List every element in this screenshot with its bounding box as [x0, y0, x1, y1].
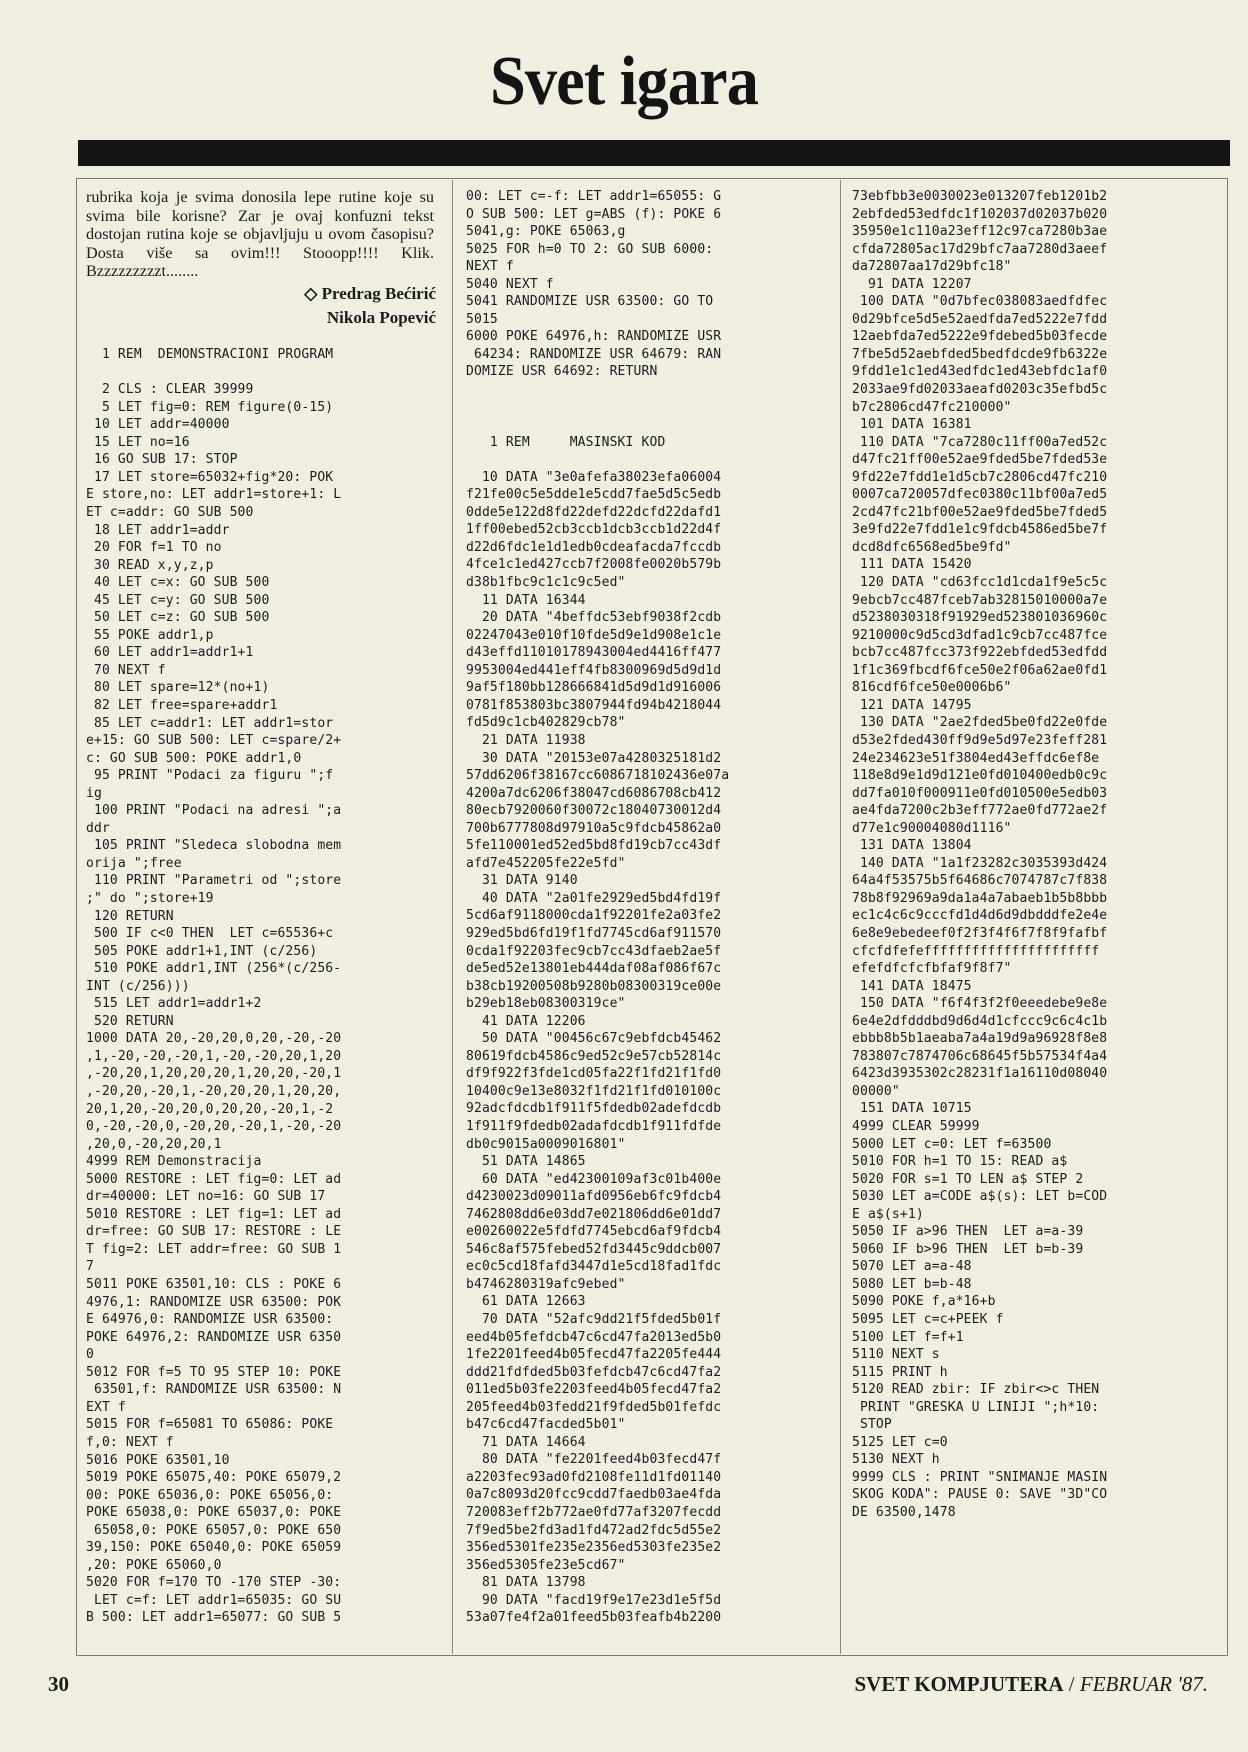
code-line: 515 LET addr1=addr1+2 — [86, 996, 262, 1012]
code-line: 500 IF c<0 THEN LET c=65536+c — [86, 926, 334, 942]
code-line: ;" do ";store+19 — [86, 891, 214, 906]
code-line: 5020 FOR s=1 TO LEN a$ STEP 2 — [852, 1171, 1084, 1187]
code-line: 520 RETURN — [86, 1013, 174, 1029]
code-line: 0 — [86, 1347, 94, 1363]
code-line: 140 DATA "1a1f23282c3035393d424 — [852, 855, 1108, 871]
code-line: 4976,1: RANDOMIZE USR 63500: POK — [86, 1294, 342, 1310]
code-line: 90 DATA "facd19f9e17e23d1e5f5d — [466, 1592, 722, 1608]
code-line: 30 DATA "20153e07a4280325181d2 — [466, 750, 722, 766]
code-line: LET c=f: LET addr1=65035: GO SU — [86, 1592, 342, 1608]
code-line: ebbb8b5b1aeaba7a4a19d9a96928f8e8 — [852, 1031, 1108, 1047]
code-line: E a$(s+1) — [852, 1206, 924, 1222]
code-line: 63501,f: RANDOMIZE USR 63500: N — [86, 1382, 342, 1398]
code-line: 00000" — [852, 1083, 900, 1099]
code-line: 7462808dd6e03dd7e021806dd6e01dd7 — [466, 1206, 722, 1222]
code-line: ae4fda7200c2b3eff772ae0fd772ae2f — [852, 803, 1108, 819]
code-line: 12aebfda7ed5222e9fdebed5b03fecde — [852, 329, 1108, 345]
basic-listing-part-1 — [86, 329, 440, 1627]
code-line: 6e8e9ebedeef0f2f3f4f6f7f8f9fafbf — [852, 925, 1108, 941]
code-line: 100 DATA "0d7bfec038083aedfdfec — [852, 294, 1108, 310]
code-line: 64a4f53575b5f64686c7074787c7f838 — [852, 873, 1108, 889]
code-line: 5050 IF a>96 THEN LET a=a-39 — [852, 1224, 1084, 1240]
code-line: 70 DATA "52afc9dd21f5fded5b01f — [466, 1312, 722, 1327]
code-line: 71 DATA 14664 — [466, 1434, 586, 1450]
code-line: 5040 NEXT f — [466, 276, 554, 292]
code-line: e00260022e5fdfd7745ebcd6af9fdcb4 — [466, 1224, 722, 1240]
code-line: 31 DATA 9140 — [466, 873, 578, 889]
code-line: 5000 RESTORE : LET fig=0: LET ad — [86, 1171, 342, 1187]
code-line: 10 LET addr=40000 — [86, 417, 230, 433]
code-line: 9ebcb7cc487fceb7ab32815010000a7e — [852, 592, 1108, 608]
code-line: dr=free: GO SUB 17: RESTORE : LE — [86, 1224, 342, 1240]
code-line: 5090 POKE f,a*16+b — [852, 1294, 996, 1310]
code-line: ,-20,20,1,20,20,20,1,20,20,-20,1 — [86, 1066, 342, 1082]
code-line: 816cdf6fce50e0006b6" — [852, 680, 1012, 696]
code-line: 9999 CLS : PRINT "SNIMANJE MASIN — [852, 1469, 1108, 1485]
code-line: 91 DATA 12207 — [852, 276, 972, 292]
code-line: e+15: GO SUB 500: LET c=spare/2+ — [86, 733, 342, 749]
code-line: 02247043e010f10fde5d9e1d908e1c1e — [466, 627, 722, 643]
code-line: 5020 FOR f=170 TO -170 STEP -30: — [86, 1575, 342, 1591]
code-line: E 64976,0: RANDOMIZE USR 63500: — [86, 1312, 334, 1328]
code-line: 0a7c8093d20fcc9cdd7faedb03ae4fda — [466, 1487, 722, 1503]
code-line: 5100 LET f=f+1 — [852, 1329, 964, 1345]
code-line: 2cd47fc21bf00e52ae9fded5be7fded5 — [852, 504, 1108, 520]
code-line: 7 — [86, 1259, 94, 1275]
code-line: DOMIZE USR 64692: RETURN — [466, 364, 658, 380]
code-line: 151 DATA 10715 — [852, 1101, 972, 1117]
code-line: 700b6777808d97910a5c9fdcb45862a0 — [466, 820, 722, 836]
column-divider — [452, 180, 453, 1654]
code-line: 0007ca720057dfec0380c11bf00a7ed5 — [852, 487, 1108, 503]
code-line: 9210000c9d5cd3dfad1c9cb7cc487fce — [852, 627, 1108, 643]
code-line: 35950e1c110a23eff12c97ca7280b3ae — [852, 224, 1108, 240]
code-line: 61 DATA 12663 — [466, 1294, 586, 1310]
code-line: 16 GO SUB 17: STOP — [86, 452, 238, 468]
code-line: bcb7cc487fcc373f922ebfded53edfdd — [852, 645, 1108, 661]
code-line: 80ecb7920060f30072c18040730012d4 — [466, 803, 722, 819]
code-line: 51 DATA 14865 — [466, 1154, 586, 1170]
code-line: 5030 LET a=CODE a$(s): LET b=COD — [852, 1189, 1108, 1205]
code-line: T fig=2: LET addr=free: GO SUB 1 — [86, 1241, 342, 1257]
footer-separator: / — [1068, 1672, 1075, 1696]
code-line: 356ed5301fe235e2356ed5303fe235e2 — [466, 1540, 722, 1556]
code-line: f,0: NEXT f — [86, 1434, 174, 1450]
code-line: 65058,0: POKE 65057,0: POKE 650 — [86, 1522, 342, 1538]
code-line: DE 63500,1478 — [852, 1505, 956, 1521]
code-line: 50 DATA "00456c67c9ebfdcb45462 — [466, 1031, 722, 1047]
code-line: c: GO SUB 500: POKE addr1,0 — [86, 750, 302, 766]
code-line: 783807c7874706c68645f5b57534f4a4 — [852, 1048, 1108, 1064]
code-line: POKE 64976,2: RANDOMIZE USR 6350 — [86, 1329, 342, 1345]
code-line: 5015 FOR f=65081 TO 65086: POKE — [86, 1417, 334, 1433]
code-line: d47fc21ff00e52ae9fded5be7fded53e — [852, 452, 1108, 468]
code-line: 505 POKE addr1+1,INT (c/256) — [86, 943, 318, 959]
code-line: dd7fa010f000911e0fd010500e5edb03 — [852, 785, 1108, 801]
code-line: 510 POKE addr1,INT (256*(c/256- — [86, 961, 342, 977]
code-line: 101 DATA 16381 — [852, 417, 972, 433]
code-line: 39,150: POKE 65040,0: POKE 65059 — [86, 1540, 342, 1556]
code-line: 21 DATA 11938 — [466, 732, 586, 748]
code-line: 20,1,20,-20,20,0,20,20,-20,1,-2 — [86, 1101, 334, 1117]
basic-listing-part-3 — [852, 188, 1216, 1522]
code-line: d43effd11010178943004ed4416ff477 — [466, 645, 722, 661]
code-line: 95 PRINT "Podaci za figuru ";f — [86, 768, 334, 784]
code-line: 9fdd1e1c1ed43edfdc1ed43ebfdc1af0 — [852, 364, 1108, 380]
code-line: b47c6cd47facded5b01" — [466, 1417, 626, 1433]
code-line: 5012 FOR f=5 TO 95 STEP 10: POKE — [86, 1364, 342, 1380]
page-number: 30 — [48, 1672, 69, 1696]
code-line: b38cb19200508b9280b08300319ce00e — [466, 978, 722, 994]
code-line: 4fce1c1ed427ccb7f2008fe0020b579b — [466, 557, 722, 573]
code-line: ,20,0,-20,20,20,1 — [86, 1136, 222, 1152]
code-line: 18 LET addr1=addr — [86, 522, 230, 538]
code-line: ec0c5cd18fafd3447d1e5cd18fad1fdc — [466, 1259, 722, 1275]
code-line: db0c9015a0009016801" — [466, 1136, 626, 1152]
code-line: eed4b05fefdcb47c6cd47fa2013ed5b0 — [466, 1329, 722, 1345]
page-title: Svet igara — [489, 43, 759, 120]
code-line: 0,-20,-20,0,-20,20,-20,1,-20,-20 — [86, 1119, 342, 1135]
code-line: afd7e452205fe22e5fd" — [466, 855, 626, 871]
code-line: 10400c9e13e8032f1fd21f1fd010100c — [466, 1083, 722, 1099]
code-line: de5ed52e13801eb444daf08af086f67c — [466, 961, 722, 977]
code-line: 9953004ed441eff4fb8300969d5d9d1d — [466, 662, 722, 678]
code-line: 0d29bfce5d5e52aedfda7ed5222e7fdd — [852, 311, 1108, 327]
code-line: ec1c4c6c9cccfd1d4d6d9dbdddfe2e4e — [852, 908, 1108, 924]
code-line: d4230023d09011afd0956eb6fc9fdcb4 — [466, 1189, 722, 1205]
code-line: 45 LET c=y: GO SUB 500 — [86, 592, 270, 608]
column-middle — [466, 188, 830, 1648]
code-line: d22d6fdc1e1d1edb0cdeafacda7fccdb — [466, 539, 722, 555]
code-line: 1 REM DEMONSTRACIONI PROGRAM — [86, 347, 334, 363]
code-line: df9f922f3fde1cd05fa22f1fd21f1fd0 — [466, 1066, 722, 1082]
code-line: 60 DATA "ed42300109af3c01b400e — [466, 1171, 722, 1187]
code-line: 1000 DATA 20,-20,20,0,20,-20,-20 — [86, 1031, 342, 1047]
code-line: 1 REM MASINSKI KOD — [466, 434, 666, 450]
column-right — [852, 188, 1216, 1648]
code-line: 105 PRINT "Sledeca slobodna mem — [86, 838, 342, 854]
code-line: 20 FOR f=1 TO no — [86, 540, 222, 556]
code-line: 78b8f92969a9da1a4a7abaeb1b5b8bbb — [852, 890, 1108, 906]
code-line: 5130 NEXT h — [852, 1452, 940, 1468]
code-line: b7c2806cd47fc210000" — [852, 399, 1012, 415]
code-line: 0dde5e122d8fd22defd22dcfd22dafd1 — [466, 504, 722, 520]
code-line: 6423d3935302c28231f1a16110d08040 — [852, 1066, 1108, 1082]
code-line: 64234: RANDOMIZE USR 64679: RAN — [466, 346, 722, 362]
magazine-footer — [854, 1672, 1208, 1697]
code-line: 17 LET store=65032+fig*20: POK — [86, 469, 334, 485]
code-line: 205feed4b03fedd21f9fded5b01fefdc — [466, 1399, 722, 1415]
code-line: 82 LET free=spare+addr1 — [86, 697, 278, 713]
code-line: 9af5f180bb128666841d5d9d1d916006 — [466, 680, 722, 696]
code-line: 55 POKE addr1,p — [86, 627, 214, 643]
intro-text: rubrika koja je svima donosila lepe rutine koje su svima bile korisne? Zar je ovaj konfuzni tekst dostojan rutina koje se objavljuju u ovom časopisu? Dosta više sa ovim!!! Stooopp!!!! Klik. Bzzzzzzzzzt........ — [86, 188, 434, 280]
code-line: 3e9fd22e7fdd1e1c9fdcb4586ed5be7f — [852, 522, 1108, 538]
code-line: 80619fdcb4586c9ed52c9e57cb52814c — [466, 1048, 722, 1064]
code-line: ddr — [86, 820, 110, 836]
code-line: ddd21fdfded5b03fefdcb47c6cd47fa2 — [466, 1364, 722, 1380]
code-line: 50 LET c=z: GO SUB 500 — [86, 610, 270, 626]
code-line: 4999 REM Demonstracija — [86, 1154, 262, 1170]
column-divider — [840, 180, 841, 1654]
code-line: 5000 LET c=0: LET f=63500 — [852, 1136, 1052, 1152]
code-line: 150 DATA "f6f4f3f2f0eeedebe9e8e — [852, 996, 1108, 1012]
code-line: 1ff00ebed52cb3ccb1dcb3ccb1d22d4f — [466, 522, 722, 538]
code-line: 80 DATA "fe2201feed4b03fecd47f — [466, 1452, 722, 1468]
code-line: 5095 LET c=c+PEEK f — [852, 1312, 1004, 1327]
code-line: 110 PRINT "Parametri od ";store — [86, 873, 342, 889]
code-line: 4999 CLEAR 59999 — [852, 1118, 980, 1134]
code-line: 10 DATA "3e0afefa38023efa06004 — [466, 469, 722, 485]
code-line: 00: POKE 65036,0: POKE 65056,0: — [86, 1487, 334, 1503]
code-line: 131 DATA 13804 — [852, 838, 972, 854]
code-line: 4200a7dc6206f38047cd6086708cb412 — [466, 785, 722, 801]
code-line: 110 DATA "7ca7280c11ff00a7ed52c — [852, 434, 1108, 450]
code-line: 5120 READ zbir: IF zbir<>c THEN — [852, 1382, 1100, 1398]
code-line: 120 RETURN — [86, 908, 174, 924]
code-line: d38b1fbc9c1c1c9c5ed" — [466, 575, 626, 591]
code-line: d77e1c90004080d1116" — [852, 820, 1012, 836]
code-line: 7f9ed5be2fd3ad1fd472ad2fdc5d55e2 — [466, 1522, 722, 1538]
code-line: 5070 LET a=a-48 — [852, 1259, 972, 1275]
code-line: 5025 FOR h=0 TO 2: GO SUB 6000: — [466, 241, 714, 257]
code-line: 73ebfbb3e0030023e013207feb1201b2 — [852, 189, 1108, 204]
code-line: INT (c/256))) — [86, 978, 190, 994]
code-line: E store,no: LET addr1=store+1: L — [86, 487, 342, 503]
code-line: NEXT f — [466, 259, 514, 275]
code-line: 53a07fe4f2a01feed5b03feafb4b2200 — [466, 1610, 722, 1626]
code-line: 1f1c369fbcdf6fce50e2f06a62ae0fd1 — [852, 662, 1108, 678]
code-line: ,-20,20,-20,1,-20,20,20,1,20,20, — [86, 1084, 342, 1100]
code-line: 011ed5b03fe2203feed4b05fecd47fa2 — [466, 1382, 722, 1398]
code-line: 5fe110001ed52ed5bd8fd19cb7cc43df — [466, 838, 722, 854]
code-line: 5125 LET c=0 — [852, 1434, 948, 1450]
code-line: 41 DATA 12206 — [466, 1013, 586, 1029]
code-line: da72807aa17d29bfc18" — [852, 259, 1012, 275]
code-line: dcd8dfc6568ed5be9fd" — [852, 539, 1012, 555]
code-line: 5 LET fig=0: REM figure(0-15) — [86, 399, 334, 415]
code-line: 57dd6206f38167cc6086718102436e07a — [466, 768, 730, 784]
code-line: 118e8d9e1d9d121e0fd010400edb0c9c — [852, 768, 1108, 784]
code-line: fd5d9c1cb402829cb78" — [466, 715, 626, 731]
code-line: 5110 NEXT s — [852, 1347, 940, 1363]
code-line: 356ed5305fe23e5cd67" — [466, 1557, 626, 1573]
code-line: 5cd6af9118000cda1f92201fe2a03fe2 — [466, 908, 722, 924]
code-line: 5041,g: POKE 65063,g — [466, 224, 626, 240]
code-line: 00: LET c=-f: LET addr1=65055: G — [466, 189, 722, 204]
code-line: 929ed5bd6fd19f1fd7745cd6af911570 — [466, 925, 722, 941]
code-line: ig — [86, 785, 102, 801]
code-line: 5010 FOR h=1 TO 15: READ a$ — [852, 1154, 1068, 1170]
code-line: O SUB 500: LET g=ABS (f): POKE 6 — [466, 206, 722, 222]
code-line: 6000 POKE 64976,h: RANDOMIZE USR — [466, 329, 722, 345]
code-line: 5060 IF b>96 THEN LET b=b-39 — [852, 1241, 1084, 1257]
code-line: 24e234623e51f3804ed43effdc6ef8e — [852, 750, 1100, 766]
code-line: 120 DATA "cd63fcc1d1cda1f9e5c5c — [852, 575, 1108, 591]
code-line: 2033ae9fd02033aeafd0203c35efbd5c — [852, 382, 1108, 398]
code-line: 141 DATA 18475 — [852, 978, 972, 994]
code-line: 2ebfded53edfdc1f102037d02037b020 — [852, 206, 1108, 222]
code-line: d53e2fded430ff9d9e5d97e23feff281 — [852, 732, 1108, 748]
code-line: 5115 PRINT h — [852, 1364, 948, 1380]
code-line: 30 READ x,y,z,p — [86, 557, 214, 573]
code-line: 130 DATA "2ae2fded5be0fd22e0fde — [852, 715, 1108, 731]
code-line: b29eb18eb08300319ce" — [466, 996, 626, 1012]
code-line: 11 DATA 16344 — [466, 592, 586, 608]
code-line: d5238030318f91929ed523801036960c — [852, 610, 1108, 626]
code-line: efefdfcfcfbfaf9f8f7" — [852, 961, 1012, 977]
code-line: 85 LET c=addr1: LET addr1=stor — [86, 715, 334, 731]
code-line: 15 LET no=16 — [86, 434, 190, 450]
code-line: 5010 RESTORE : LET fig=1: LET ad — [86, 1206, 342, 1222]
code-line: 0cda1f92203fec9cb7cc43dfaeb2ae5f — [466, 943, 722, 959]
code-line: ET c=addr: GO SUB 500 — [86, 504, 254, 520]
code-line: 40 DATA "2a01fe2929ed5bd4fd19f — [466, 890, 722, 906]
code-line: STOP — [852, 1417, 892, 1433]
code-line: PRINT "GRESKA U LINIJI ";h*10: — [852, 1399, 1100, 1415]
code-line: EXT f — [86, 1399, 126, 1415]
code-line: cfcfdfefeffffffffffffffffffffff — [852, 943, 1100, 959]
issue-date: FEBRUAR '87. — [1079, 1672, 1208, 1696]
code-line: SKOG KODA": PAUSE 0: SAVE "3D"CO — [852, 1487, 1108, 1503]
code-line: 70 NEXT f — [86, 662, 166, 678]
code-line: 546c8af575febed52fd3445c9ddcb007 — [466, 1241, 722, 1257]
code-line: 5019 POKE 65075,40: POKE 65079,2 — [86, 1470, 342, 1486]
code-line: 9fd22e7fdd1e1d5cb7c2806cd47fc210 — [852, 469, 1108, 485]
title-bar — [78, 140, 1230, 166]
code-line: 0781f853803bc3807944fd94b4218044 — [466, 697, 722, 713]
basic-listing-part-2 — [466, 188, 830, 1627]
code-line: ,20: POKE 65060,0 — [86, 1557, 222, 1573]
code-line: 81 DATA 13798 — [466, 1575, 586, 1591]
code-line: 5011 POKE 63501,10: CLS : POKE 6 — [86, 1277, 342, 1293]
code-line: dr=40000: LET no=16: GO SUB 17 — [86, 1189, 326, 1205]
code-line: 20 DATA "4beffdc53ebf9038f2cdb — [466, 610, 722, 626]
code-line: 7fbe5d52aebfded5bedfdcde9fb6322e — [852, 346, 1108, 362]
code-line: POKE 65038,0: POKE 65037,0: POKE — [86, 1505, 342, 1521]
code-line: cfda72805ac17d29bfc7aa7280d3aeef — [852, 241, 1108, 257]
code-line: 60 LET addr1=addr1+1 — [86, 645, 254, 661]
code-line: 111 DATA 15420 — [852, 557, 972, 573]
code-line: 720083eff2b772ae0fd77af3207fecdd — [466, 1505, 722, 1521]
author-1: ◇ Predrag Bećirić — [304, 283, 436, 303]
code-line: 92adcfdcdb1f911f5fdedb02adefdcdb — [466, 1101, 722, 1117]
code-line: 6e4e2dfdddbd9d6d4d1cfccc9c6c4c1b — [852, 1013, 1108, 1029]
code-line: 1f911f9fdedb02adafdcdb1f911fdfde — [466, 1118, 722, 1134]
code-line: a2203fec93ad0fd2108fe11d1fd01140 — [466, 1469, 722, 1485]
column-left — [86, 188, 440, 1648]
code-line: 1fe2201feed4b05fecd47fa2205fe444 — [466, 1347, 722, 1363]
code-line: 5016 POKE 63501,10 — [86, 1452, 230, 1468]
code-line: 80 LET spare=12*(no+1) — [86, 680, 270, 696]
code-line: f21fe00c5e5dde1e5cdd7fae5d5c5edb — [466, 487, 722, 503]
code-line: b4746280319afc9ebed" — [466, 1276, 626, 1292]
code-line: 5015 — [466, 311, 498, 327]
author-2: Nikola Popević — [326, 307, 436, 327]
code-line: 5041 RANDOMIZE USR 63500: GO TO — [466, 294, 714, 310]
code-line: orija ";free — [86, 855, 182, 871]
magazine-name: SVET KOMPJUTERA — [854, 1672, 1064, 1696]
code-line: 40 LET c=x: GO SUB 500 — [86, 575, 270, 591]
code-line: 5080 LET b=b-48 — [852, 1276, 972, 1292]
code-line: B 500: LET addr1=65077: GO SUB 5 — [86, 1610, 342, 1626]
code-line: 2 CLS : CLEAR 39999 — [86, 382, 254, 398]
code-line: 100 PRINT "Podaci na adresi ";a — [86, 803, 342, 819]
code-line: ,1,-20,-20,-20,1,-20,-20,20,1,20 — [86, 1048, 342, 1064]
code-line: 121 DATA 14795 — [852, 697, 972, 713]
